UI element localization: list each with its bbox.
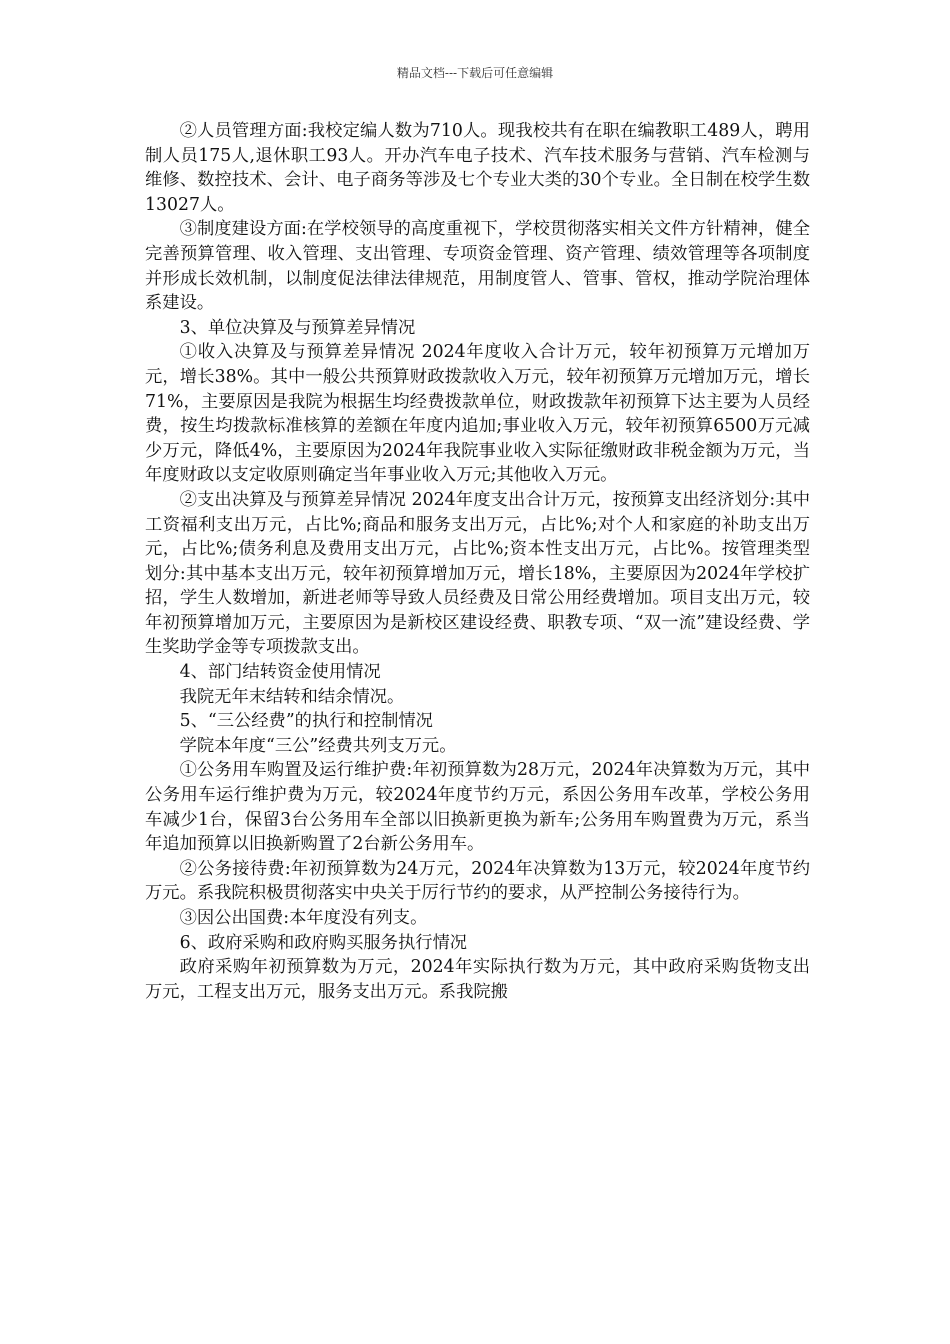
page-header: 精品文档---下载后可任意编辑 — [396, 66, 554, 80]
paragraph-personnel: ②人员管理方面:我校定编人数为710人。现我校共有在职在编教职工489人，聘用制人员175人,退休职工93人。开办汽车电子技术、汽车技术服务与营销、汽车检测与维修、数控技术、会计、电子商务等涉及七个专业大类的30个专业。全日制在校学生数13027人。 — [145, 121, 810, 215]
section-heading-5: 5、“三公经费”的执行和控制情况 — [179, 711, 433, 732]
paragraph-income: ①收入决算及与预算差异情况 2024年度收入合计万元，较年初预算万元增加万元，增长38%。其中一般公共预算财政拨款收入万元，较年初预算万元增加万元，增长71%，主要原因是我院为根据生均经费拨款单位，财政拨款年初预算下达主要为人员经费，按生均拨款标准核算的差额在年度内追加;事业收入万元，较年初预算6500万元减少万元，降低4%，主要原因为2024年我院事业收入实际征缴财政非税金额为万元，当年度财政以支定收原则确定当年事业收入万元;其他收入万元。 — [145, 342, 810, 486]
section-heading-4: 4、部门结转资金使用情况 — [179, 662, 381, 683]
section-heading-6: 6、政府采购和政府购买服务执行情况 — [179, 932, 468, 953]
paragraph-vehicles: ①公务用车购置及运行维护费:年初预算数为28万元，2024年决算数为万元，其中公务用车运行维护费为万元，较2024年度节约万元，系因公务用车改革，学校公务用车减少1台，保留3台公务用车全部以旧换新更换为新车;公务用车购置费为万元，系当年追加预算以旧换新购置了2台新公务用车。 — [145, 760, 810, 855]
paragraph-carryover: 我院无年末结转和结余情况。 — [179, 686, 405, 707]
paragraph-reception: ②公务接待费:年初预算数为24万元，2024年决算数为13万元，较2024年度节约万元。系我院积极贯彻落实中央关于厉行节约的要求，从严控制公务接待行为。 — [145, 858, 810, 904]
document-body — [145, 119, 810, 1004]
paragraph-system-building: ③制度建设方面:在学校领导的高度重视下，学校贯彻落实相关文件方针精神，健全完善预算管理、收入管理、支出管理、专项资金管理、资产管理、绩效管理等各项制度并形成长效机制，以制度促法律法律规范，用制度管人、管事、管权，推动学院治理体系建设。 — [145, 219, 810, 314]
paragraph-expenditure: ②支出决算及与预算差异情况 2024年度支出合计万元，按预算支出经济划分:其中工资福利支出万元，占比%;商品和服务支出万元，占比%;对个人和家庭的补助支出万元，占比%;债务利息及费用支出万元，占比%;资本性支出万元，占比%。按管理类型划分:其中基本支出万元，较年初预算增加万元，增长18%，主要原因为2024年学校扩招，学生人数增加，新进老师等导致人员经费及日常公用经费增加。项目支出万元，较年初预算增加万元，主要原因为是新校区建设经费、职教专项、“双一流”建设经费、学生奖助学金等专项拨款支出。 — [145, 489, 810, 658]
paragraph-overseas: ③因公出国费:本年度没有列支。 — [179, 908, 428, 928]
paragraph-three-public: 学院本年度“三公”经费共列支万元。 — [179, 735, 457, 756]
paragraph-procurement: 政府采购年初预算数为万元，2024年实际执行数为万元，其中政府采购货物支出万元，工程支出万元，服务支出万元。系我院搬 — [145, 957, 810, 1002]
section-heading-3: 3、单位决算及与预算差异情况 — [179, 317, 416, 338]
